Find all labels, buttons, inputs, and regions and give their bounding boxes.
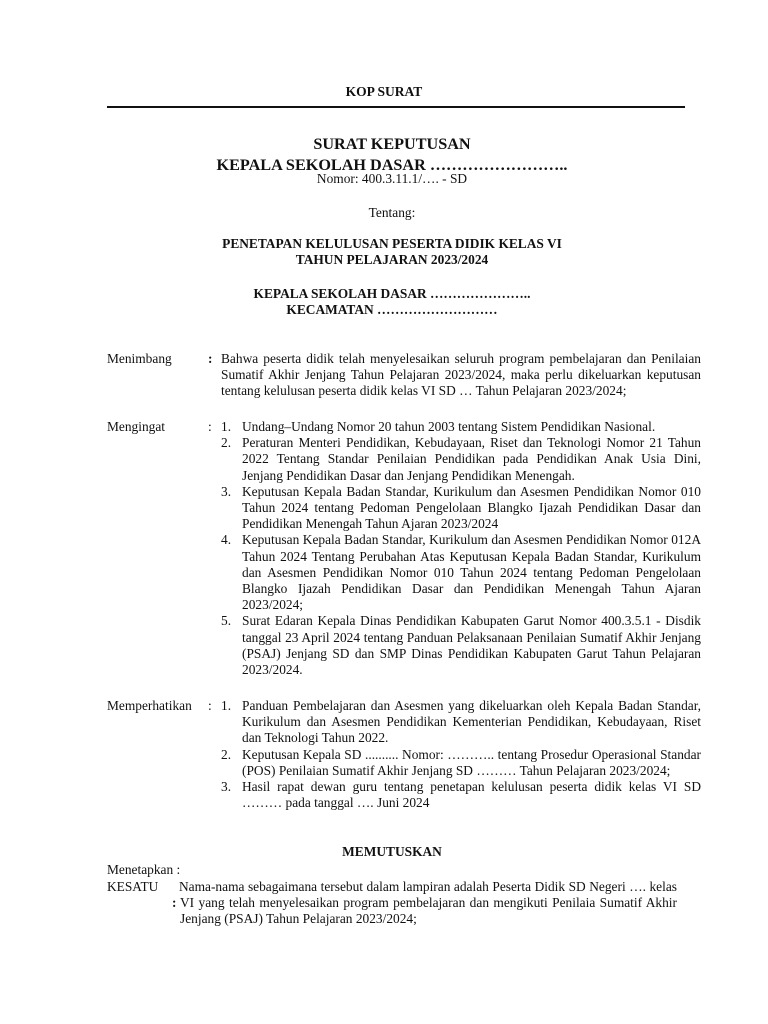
subject-heading: [0, 236, 768, 268]
memperhatikan-colon: :: [208, 698, 212, 713]
document-number: Nomor: 400.3.11.1/…. - SD: [316, 171, 468, 186]
memperhatikan-item: 2. Keputusan Kepala SD .......... Nomor: ……….. tentang Prosedur Operasional Standar (POS) Penilaian Sumatif Akhir Jenjang SD ……… Tahun Pelajaran 2023/2024;: [221, 746, 701, 778]
letterhead-placeholder: KOP SURAT: [345, 84, 423, 99]
mengingat-item: 1. Undang–Undang Nomor 20 tahun 2003 tentang Sistem Pendidikan Nasional.: [221, 419, 656, 434]
menimbang-text: Bahwa peserta didik telah menyelesaikan seluruh program pembelajaran dan Penilaian Sumatif Akhir Jenjang Tahun Pelajaran 2023/2024, maka perlu dikeluarkan keputusan tentang kelulusan peserta didik kelas VI SD … Tahun Pelajaran 2023/2024;: [221, 351, 701, 399]
subject-line-1: PENETAPAN KELULUSAN PESERTA DIDIK KELAS VI: [222, 236, 562, 251]
issuer-line-2: KECAMATAN ………………………: [286, 302, 498, 318]
memperhatikan-list: [221, 698, 701, 811]
letterhead-rule: [107, 106, 685, 108]
document-title: [0, 134, 768, 176]
mengingat-item: 4. Keputusan Kepala Badan Standar, Kurikulum dan Asesmen Pendidikan Nomor 012A Tahun 2024 Tentang Perubahan Atas Keputusan Kepala Badan Standar, Kurikulum dan Asesmen Pendidikan Nomor 010 Tahun 2024 tentang Pedoman Pengelolaan Blangko Ijazah Pendidikan Dasar dan Pendidikan Menengah Tahun Ajaran 2023/2024;: [221, 532, 701, 613]
memperhatikan-item: 1. Panduan Pembelajaran dan Asesmen yang dikeluarkan oleh Kepala Badan Standar, Kurikulum dan Asesmen Pendidikan Kementerian Pendidikan, Kebudayaan, Riset dan Teknologi Tahun 2022.: [221, 698, 701, 746]
kesatu-text: Nama-nama sebagaimana tersebut dalam lampiran adalah Peserta Didik SD Negeri …. kelas VI yang telah menyelesaikan program pembelajaran dan mengikuti Penilaia Sumatif Akhir Jenjang (PSAJ) Tahun Pelajaran 2023/2024;: [179, 879, 677, 927]
section-menimbang: [107, 351, 701, 417]
kesatu-colon: :: [172, 895, 177, 910]
title-line-2: KEPALA SEKOLAH DASAR ……………………..: [216, 156, 568, 174]
menimbang-colon: :: [208, 351, 213, 366]
title-line-1: SURAT KEPUTUSAN: [313, 135, 471, 153]
memperhatikan-label: Memperhatikan: [107, 698, 192, 713]
mengingat-label: Mengingat: [107, 419, 166, 434]
kesatu-label: KESATU: [107, 879, 159, 894]
section-mengingat: [107, 419, 701, 697]
issuer-heading: [0, 286, 768, 318]
memperhatikan-item: 3. Hasil rapat dewan guru tentang penetapan kelulusan peserta didik kelas VI SD ……… pada tanggal …. Juni 2024: [221, 779, 701, 811]
mengingat-colon: :: [208, 419, 212, 434]
decision-heading: MEMUTUSKAN: [342, 844, 442, 859]
about-label: Tentang:: [368, 205, 416, 220]
subject-line-2: TAHUN PELAJARAN 2023/2024: [295, 252, 489, 268]
menimbang-label: Menimbang: [107, 351, 172, 366]
issuer-line-1: KEPALA SEKOLAH DASAR …………………..: [253, 286, 531, 301]
mengingat-item: 5. Surat Edaran Kepala Dinas Pendidikan Kabupaten Garut Nomor 400.3.5.1 - Disdik tanggal 23 April 2024 tentang Panduan Pelaksanaan Penilaian Sumatif Akhir Jenjang (PSAJ) Jenjang SD dan SMP Dinas Pendidikan Kabupaten Garut Tahun Pelajaran 2023/2024.: [221, 613, 701, 678]
mengingat-item: 3. Keputusan Kepala Badan Standar, Kurikulum dan Asesmen Pendidikan Nomor 010 Tahun 2024 tentang Pedoman Pengelolaan Blangko Ijazah Pendidikan Dasar dan Pendidikan Menengah Tahun Ajaran 2023/2024: [221, 483, 701, 532]
section-memperhatikan: [107, 698, 701, 830]
menetapkan-label: Menetapkan :: [107, 862, 181, 877]
mengingat-list: [221, 419, 701, 678]
mengingat-item: 2. Peraturan Menteri Pendidikan, Kebudayaan, Riset dan Teknologi Nomor 21 Tahun 2022 Tentang Standar Penilaian Pendidikan pada Pendidikan Anak Usia Dini, Jenjang Pendidikan Dasar dan Jenjang Pendidikan Menengah.: [221, 435, 701, 483]
